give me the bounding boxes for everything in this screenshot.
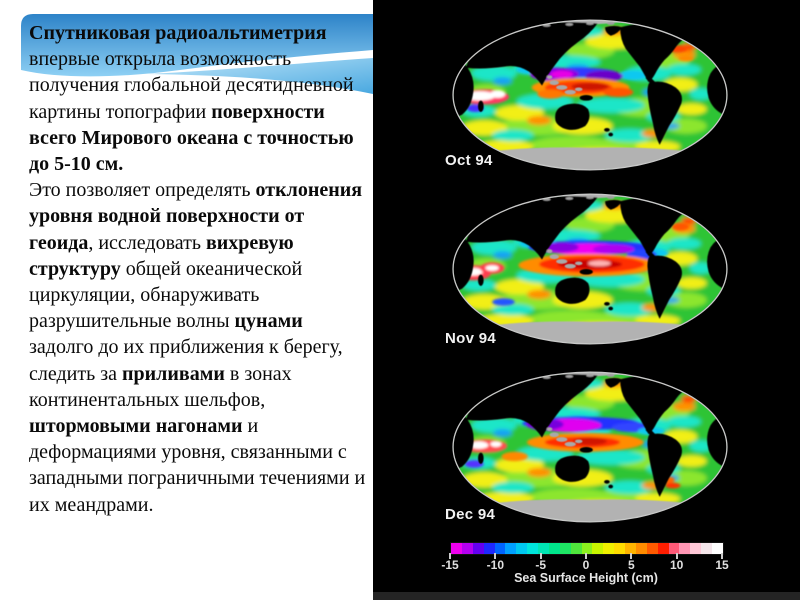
map-label-oct: Oct 94 — [445, 152, 493, 169]
tick-5: 5 — [627, 558, 635, 572]
colorbar-tick-labels — [441, 558, 729, 572]
bottom-strip — [373, 592, 800, 600]
tick-0: 0 — [582, 558, 590, 572]
world-map-nov — [443, 189, 737, 349]
tick-neg10: -10 — [486, 558, 504, 572]
map-label-dec: Dec 94 — [445, 506, 496, 523]
map-nov-94 — [443, 189, 737, 349]
figure-panel — [373, 0, 800, 600]
world-map-oct — [443, 15, 737, 175]
tick-10: 10 — [669, 558, 684, 572]
map-oct-94 — [443, 15, 737, 175]
world-map-dec — [443, 367, 737, 527]
tick-neg5: -5 — [535, 558, 546, 572]
paragraph-1: Спутниковая радиоальтиметрия впервые открыла возможность получения глобальной десятидневной картины топографии поверхности всего Мирового океана с точностью до 5-10 см. — [29, 22, 354, 176]
map-dec-94 — [443, 367, 737, 527]
colorbar-title: Sea Surface Height (cm) — [514, 571, 658, 585]
body-text — [29, 20, 370, 518]
tick-15: 15 — [715, 558, 729, 572]
map-label-nov: Nov 94 — [445, 330, 496, 347]
paragraph-2: Это позволяет определять отклонения уровня водной поверхности от геоида, исследовать вихревую структуру общей океанической циркуляции, обнаруживать разрушительные волны цунами задолго до их приближения к берегу, следить за приливами в зонах континентальных шельфов, штормовыми нагонами и деформациями уровня, связанными с западными пограничными течениями и их меандрами. — [29, 179, 366, 516]
text-panel — [0, 0, 373, 600]
tick-neg15: -15 — [441, 558, 459, 572]
